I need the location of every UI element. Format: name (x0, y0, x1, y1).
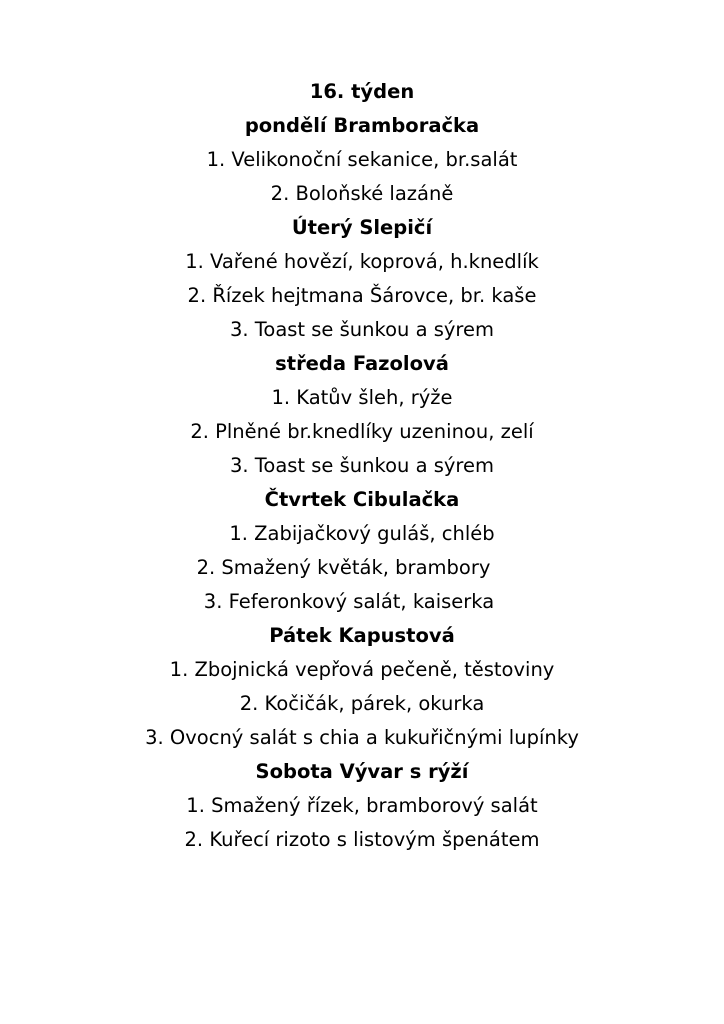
menu-item: 1. Smažený řízek, bramborový salát (186, 794, 538, 817)
week-title: 16. týden (309, 80, 415, 103)
menu-item: 3. Ovocný salát s chia a kukuřičnými lupínky (145, 726, 579, 749)
day-heading-thursday: Čtvrtek Cibulačka (264, 488, 460, 511)
menu-item: 2. Smažený květák, brambory (196, 556, 491, 579)
menu-item: 1. Zbojnická vepřová pečeně, těstoviny (169, 658, 555, 681)
day-heading-wednesday: středa Fazolová (275, 352, 449, 375)
menu-item: 1. Velikonoční sekanice, br.salát (206, 148, 518, 171)
menu-item: 2. Kuřecí rizoto s listovým špenátem (184, 828, 540, 851)
day-heading-monday: pondělí Bramboračka (244, 114, 480, 137)
menu-item: 2. Boloňské lazáně (270, 182, 454, 205)
day-heading-friday: Pátek Kapustová (269, 624, 455, 647)
menu-item: 2. Řízek hejtmana Šárovce, br. kaše (187, 284, 537, 307)
menu-item: 3. Toast se šunkou a sýrem (229, 318, 495, 341)
menu-item: 2. Kočičák, párek, okurka (239, 692, 485, 715)
day-heading-tuesday: Úterý Slepičí (291, 216, 433, 239)
day-heading-saturday: Sobota Vývar s rýží (255, 760, 469, 783)
weekly-menu (0, 75, 724, 857)
menu-item: 1. Zabijačkový guláš, chléb (229, 522, 495, 545)
menu-item: 3. Toast se šunkou a sýrem (229, 454, 495, 477)
menu-item: 2. Plněné br.knedlíky uzeninou, zelí (190, 420, 534, 443)
menu-item: 1. Vařené hovězí, koprová, h.knedlík (185, 250, 539, 273)
menu-item: 3. Feferonkový salát, kaiserka (203, 590, 495, 613)
menu-item: 1. Katův šleh, rýže (271, 386, 453, 409)
